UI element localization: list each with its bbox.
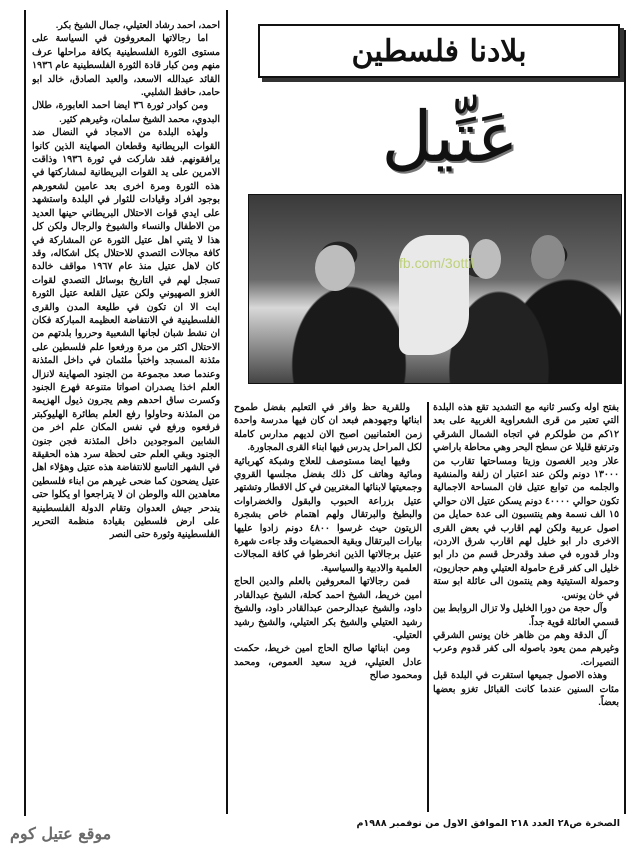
- article-column-left: [32, 18, 220, 814]
- paragraph: وهذه الاصول جميعها استقرت في البلدة قبل مئات السنين عندما كانت القبائل تغزو بعضها بعضاً.: [433, 669, 619, 707]
- paragraph: آل الدقة وهم من ظاهر خان يونس الشرقي وغيرهم ممن يعود باصوله الى كفر قدوم وعرب النصيرات.: [433, 628, 619, 667]
- paragraph: ولهذه البلدة من الامجاد في النضال ضد القوات البريطانية وقطعان الصهاينة الذين كانوا يرافقونهم. فقد شاركت في ثورة ١٩٣٦ وذاقت الامرين على يد القوات البريطانية لمشاركتها في هذه الثورة ومرة اخرى بعد عامين لشعورهم بوجود افراد وقيادات للثوار في البلدة واستشهد على ايدي قوات الاحتلال البريطاني حينها العديد من الاطفال والنساء والشيوخ والرجال ولكن كل هذا لا يثني اهل عتيل الثورة عن المشاركة في كافة مجالات التصدي للاحتلال بكل اشكاله، وقد كان لاهل عتيل منذ عام ١٩٦٧ مواقف خالدة تسجل لهم في التاريخ بوسائل التصدي لقوات الغزو الصهيوني ولكن عتيل القلعة عتيل الثورة ابت الا ان تكون في طليعة المدن والقرى الفلسطينية في الانتفاضة العظيمة المباركة فكان ان نشط شبان لجانها الشعبية وحرروا بلدتهم من الاحتلال اكثر من مرة ورفعوا علم فلسطين على مئذنة المسجد واختبأ ملثمان في داخل المئذنة وعندما صعد مجموعة من الجنود الصهاينة لانزال العلم اخذا يصدران اصواتا متنوعة فهرع الجنود وكسرت ساق احدهم وهم يجرون ذيول الهزيمة من المئذنة وحاولوا رفع العلم بطائرة الهليوكبتر فرفعوه ورفع في نفس المكان علم اخر من الشابين الموجودين داخل المئذنة فجن جنون الجنود وبقي العلم حتى لحظة سرد هذه الحقيقة في الشهر التاسع للانتفاضة هذه عتيل وهؤلاء اهل عتيل يضحون كما ضحى غيرهم من ابناء فلسطين معاهدين الله والوطن ان لا يتراجعوا او يكلوا حتى يندحر جيش العدوان وتقام الدولة الفلسطينية على ارض فلسطين بقيادة منظمة التحرير الفلسطينية وثورة حتى النصر: [32, 126, 220, 540]
- source-caption: الصخرة ص٢٨ العدد ٢١٨ الموافق الاول من نوفمبر ١٩٨٨م: [356, 818, 620, 829]
- paragraph: ومن كوادر ثورة ٣٦ ايضا احمد العابورة، طلال البدوي، محمد الشيخ سلمان، وغيرهم كثير.: [32, 99, 220, 124]
- article-photo: [248, 194, 622, 384]
- photo-person-right: [531, 235, 565, 279]
- paragraph: فمن رجالاتها المعروفين بالعلم والدين الحاج امين خريط، الشيخ احمد كحلة، الشيخ عبدالقادر داود، والشيخ عبدالرحمن عبدالقادر داود، والشيخ رشيد العتيلي والشيخ بكر العتيلي، والشيخ رشيد العتيلي.: [234, 575, 422, 640]
- photo-person-left: [315, 245, 355, 291]
- column-rule-left-edge: [24, 10, 26, 816]
- column-rule-left-middle: [226, 10, 228, 814]
- paragraph: وللقرية حظ وافر في التعليم بفضل طموح ابنائها وجهودهم فبعد ان كان فيها مدرسة واحدة زمن العثمانيين اصبح الان لديهم مدارس كاملة لكل المراحل يدرس فيها ابناء القرى المجاورة.: [234, 401, 422, 453]
- series-title: بلادنا فلسطين: [351, 33, 527, 69]
- paragraph: وفيها ايضا مستوصف للعلاج وشبكة كهربائية ومائية وهاتف كل ذلك بفضل مجلسها القروي وجمعيتها لابنائها المغتربين في كل الاقطار وتشتهر عتيل بزراعة الحبوب والبقول والخضراوات والبطيخ والبرتقال ولهم اهتمام خاص بشجرة الزيتون حيث غرسوا ٤٨٠٠ دونم زادوا عليها بيارات البرتقال وبقية الحمضيات وقد جاءت شهرة عتيل برجالاتها الذين انخرطوا في كافة المجالات العلمية والادبية والسياسية.: [234, 454, 422, 573]
- watermark-stamp: موقع عتيل كوم: [6, 824, 115, 843]
- photo-person-middle: [471, 239, 501, 279]
- photo-watermark-url: fb.com/3ottil: [399, 255, 475, 271]
- village-title: عَتِّيل: [381, 96, 519, 178]
- paragraph: احمد، احمد رشاد العتيلي، جمال الشيخ بكر.: [55, 19, 220, 30]
- paragraph: وآل حجة من دورا الخليل ولا تزال الروابط بين قسمي العائلة قوية جداً.: [433, 602, 619, 627]
- paragraph: اما رجالاتها المعروفون في السياسة على مستوى الثورة الفلسطينية بكافة مراحلها عرف منهم ومن كبار قادة الثورة الفلسطينية عام ١٩٣٦ القائد عبدالله الاسعد، والعبد الصادق، خالد ابو حامد، حافظ الشلبي.: [32, 32, 220, 98]
- article-column-middle: [234, 400, 422, 812]
- series-masthead: [258, 24, 620, 78]
- article-column-right: [433, 400, 619, 812]
- paragraph: بفتح اوله وكسر ثانيه مع التشديد تقع هذه البلدة التي تعتبر من قرى الشعراوية الغربية على بعد ١٢كم من طولكرم في اتجاه الشمال الشرقي وترتفع قليلا عن سطح البحر وهي محاطة باراضي علار ودير الغصون وزيتا ومساحتها تقارب من ١٣٠٠٠ دونم ولكن عند اعتبار ان زلفة والمنشية والجلمه من توابع عتيل فان المساحة الاجمالية تكون حوالي ٤٠٠٠٠ دونم يسكن عتيل الان حوالي ١٥ الف نسمة وهم ينتسبون الى عدة حمايل من اصول عربية ولكن لهم اقارب في بعض القرى الاخرى دار ابو خليل لهم اقارب شرق الاردن، ودار قدوره في صفد وقدرحل قسم من دار ابو خليل الى كفر قرع حامولة العتيلي وهم حجازيون، وحمولة الستيتية وهم ينتمون الى عائلة ابو ستة في خان يونس.: [433, 401, 619, 600]
- column-rule-right-edge: [624, 30, 626, 814]
- paragraph: ومن ابنائها صالح الحاج امين خريط، حكمت عادل العتيلي، فريد سعيد العموص، ومحمد ومحمود صالح: [234, 642, 422, 681]
- column-rule-middle-right: [427, 402, 429, 812]
- photo-background-patch: [399, 235, 469, 355]
